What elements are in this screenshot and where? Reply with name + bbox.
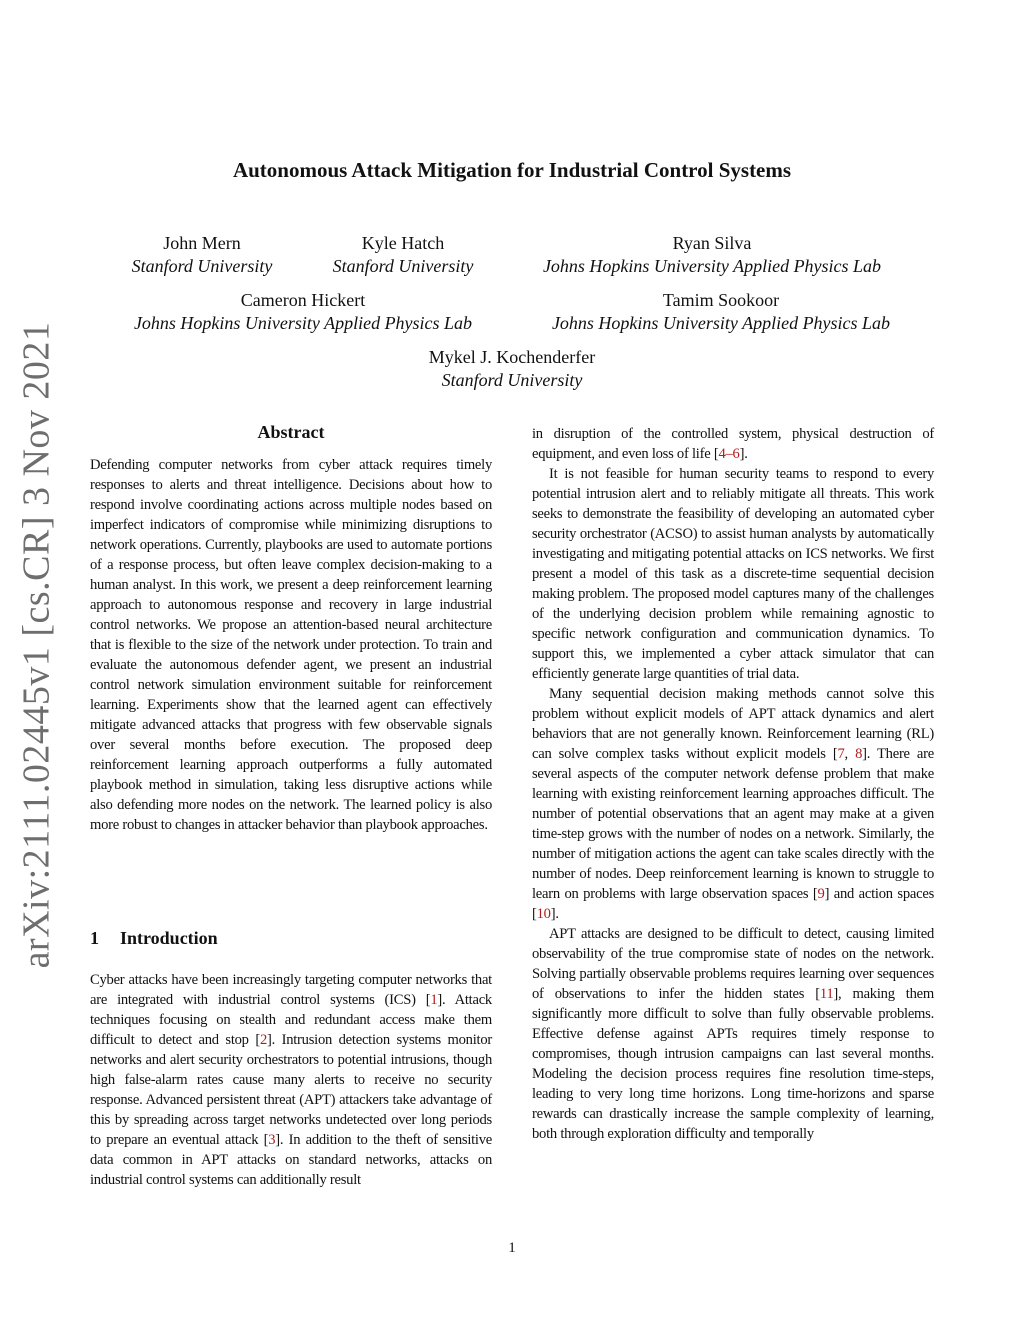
arxiv-stamp-text: arXiv:2111.02445v1 [cs.CR] 3 Nov 2021 bbox=[15, 321, 58, 969]
intro-paragraph-1 bbox=[90, 970, 492, 1190]
citation-link[interactable]: 10 bbox=[536, 906, 551, 922]
right-column bbox=[532, 424, 934, 1144]
intro-left-column bbox=[90, 970, 492, 1190]
text-run: APT attacks are designed to be difficult to detect, causing limited observability of the true compromise state of nodes on the network. Solving partially observable problems requires learning over sequences of observations to infer the hidden states [ bbox=[532, 926, 934, 1002]
author-block-4 bbox=[96, 289, 510, 335]
text-run: ]. Intrusion detection systems monitor networks and alert security orchestrators to potential intrusions, though high false-alarm rates cause many alerts to receive no security response. Advanced persistent threat (APT) attackers take advantage of this by spreading across target networks undetected over long periods to prepare an eventual attack [ bbox=[90, 1032, 492, 1148]
citation-link[interactable]: 8 bbox=[855, 746, 863, 762]
right-paragraph-2 bbox=[532, 684, 934, 924]
text-run: Many sequential decision making methods cannot solve this problem without explicit models of APT attack dynamics and alert behaviors that are not generally known. Reinforcement learning (RL) can solve complex tasks without explicit models [ bbox=[532, 686, 934, 762]
section-number: 1 bbox=[90, 928, 99, 948]
author-name: Kyle Hatch bbox=[361, 233, 445, 253]
text-run: Cyber attacks have been increasingly targeting computer networks that are integrated with industrial control systems (ICS) [ bbox=[90, 972, 492, 1008]
right-paragraph-0 bbox=[532, 424, 934, 464]
abstract-heading: Abstract bbox=[257, 422, 325, 442]
text-run: ]. There are several aspects of the computer network defense problem that make learning with existing reinforcement learning approaches difficult. The number of potential observations that an agent may make at a given time-step grows with the number of nodes on a network. Similarly, the number of mitigation actions the agent can take scales directly with the number of nodes. Deep reinforcement learning is known to struggle to learn on problems with large observation spaces [ bbox=[532, 746, 935, 902]
citation-link[interactable]: 7 bbox=[837, 746, 845, 762]
author-affiliation: Johns Hopkins University Applied Physics Lab bbox=[133, 313, 473, 333]
author-affiliation: Stanford University bbox=[131, 256, 273, 276]
citation-link[interactable]: 1 bbox=[430, 992, 438, 1008]
author-block-2 bbox=[303, 232, 503, 278]
text-run: ]. In addition to the theft of sensitive data common in APT attacks on standard networks, attacks on industrial control systems can additionally result bbox=[90, 1132, 493, 1188]
author-name: Mykel J. Kochenderfer bbox=[428, 347, 596, 367]
citation-link[interactable]: 9 bbox=[817, 886, 825, 902]
text-run: ], making them significantly more difficult to solve than fully observable problems. Effective defense against APTs requires timely response to compromises, though intrusion campaigns can last several months. Modeling the decision process requires fine resolution time-steps, leading to very long time horizons. Long time-horizons and sparse rewards can drastically increase the sample complexity of learning, both through exploration difficulty and temporally bbox=[532, 986, 934, 1142]
citation-link[interactable]: 4 bbox=[718, 446, 726, 462]
citation-separator: – bbox=[725, 446, 733, 462]
author-affiliation: Johns Hopkins University Applied Physics Lab bbox=[542, 256, 882, 276]
author-name: Ryan Silva bbox=[672, 233, 752, 253]
abstract-paragraph: Defending computer networks from cyber attack requires timely responses to alerts and threat intelligence. Decisions about how to respond involve coordinating actions across multiple nodes based on imperfect indicators of compromise while minimizing disruptions to network operations. Currently, playbooks are used to automate portions of a response process, but often leave complex decision-making to a human analyst. In this work, we present a deep reinforcement learning approach to autonomous response and recovery in large industrial control networks. We propose an attention-based neural architecture that is flexible to the size of the network under protection. To train and evaluate the autonomous defender agent, we present an industrial control network simulation environment suitable for reinforcement learning. Experiments show that the learned agent can effectively mitigate advanced attacks that progress with few observable signals over several months before execution. The proposed deep reinforcement learning approach outperforms a fully automated playbook method in simulation, taking less disruptive actions while also defending more nodes on the network. The learned policy is also more robust to changes in attacker behavior than playbook approaches. bbox=[90, 457, 492, 833]
text-run: ] and action spaces [ bbox=[532, 886, 934, 922]
arxiv-stamp bbox=[6, 321, 66, 969]
citation-link[interactable]: 2 bbox=[259, 1032, 267, 1048]
author-block-3 bbox=[505, 232, 919, 278]
text-run: in disruption of the controlled system, physical destruction of equipment, and even loss of life [ bbox=[532, 426, 934, 462]
page-number: 1 bbox=[508, 1240, 516, 1256]
right-paragraph-1: It is not feasible for human security teams to respond to every potential intrusion alert and to reliably mitigate all threats. This work seeks to demonstrate the feasibility of developing an automated cyber security orchestrator (ACSO) to assist human analysts by automatically investigating and mitigating potential attacks on ICS networks. We first present a model of this task as a discrete-time sequential decision making problem. The proposed model captures many of the challenges of the underlying decision problem while remaining agnostic to specific network configuration and communication dynamics. To support this, we implemented a cyber attack simulator that can efficiently generate large quantities of trial data. bbox=[532, 466, 934, 682]
author-block-1 bbox=[102, 232, 302, 278]
author-name: Tamim Sookoor bbox=[662, 290, 780, 310]
citation-separator: , bbox=[844, 746, 856, 762]
paper-title: Autonomous Attack Mitigation for Industrial Control Systems bbox=[232, 158, 792, 182]
author-block-6 bbox=[362, 346, 662, 392]
citation-link[interactable]: 11 bbox=[819, 986, 834, 1002]
citation-link[interactable]: 6 bbox=[732, 446, 740, 462]
author-affiliation: Johns Hopkins University Applied Physics Lab bbox=[551, 313, 891, 333]
author-block-5 bbox=[514, 289, 928, 335]
citation-link[interactable]: 3 bbox=[268, 1132, 276, 1148]
section-title: Introduction bbox=[120, 928, 218, 948]
author-name: John Mern bbox=[163, 233, 241, 253]
author-name: Cameron Hickert bbox=[240, 290, 366, 310]
abstract-body bbox=[90, 455, 492, 835]
section-heading bbox=[90, 928, 218, 949]
text-run: ]. bbox=[550, 906, 559, 922]
text-run: ]. Attack techniques focusing on stealth and redundant access make them difficult to detect and stop [ bbox=[90, 992, 492, 1048]
author-affiliation: Stanford University bbox=[332, 256, 474, 276]
author-affiliation: Stanford University bbox=[441, 370, 583, 390]
text-run: ]. bbox=[739, 446, 748, 462]
right-paragraph-3 bbox=[532, 924, 934, 1144]
